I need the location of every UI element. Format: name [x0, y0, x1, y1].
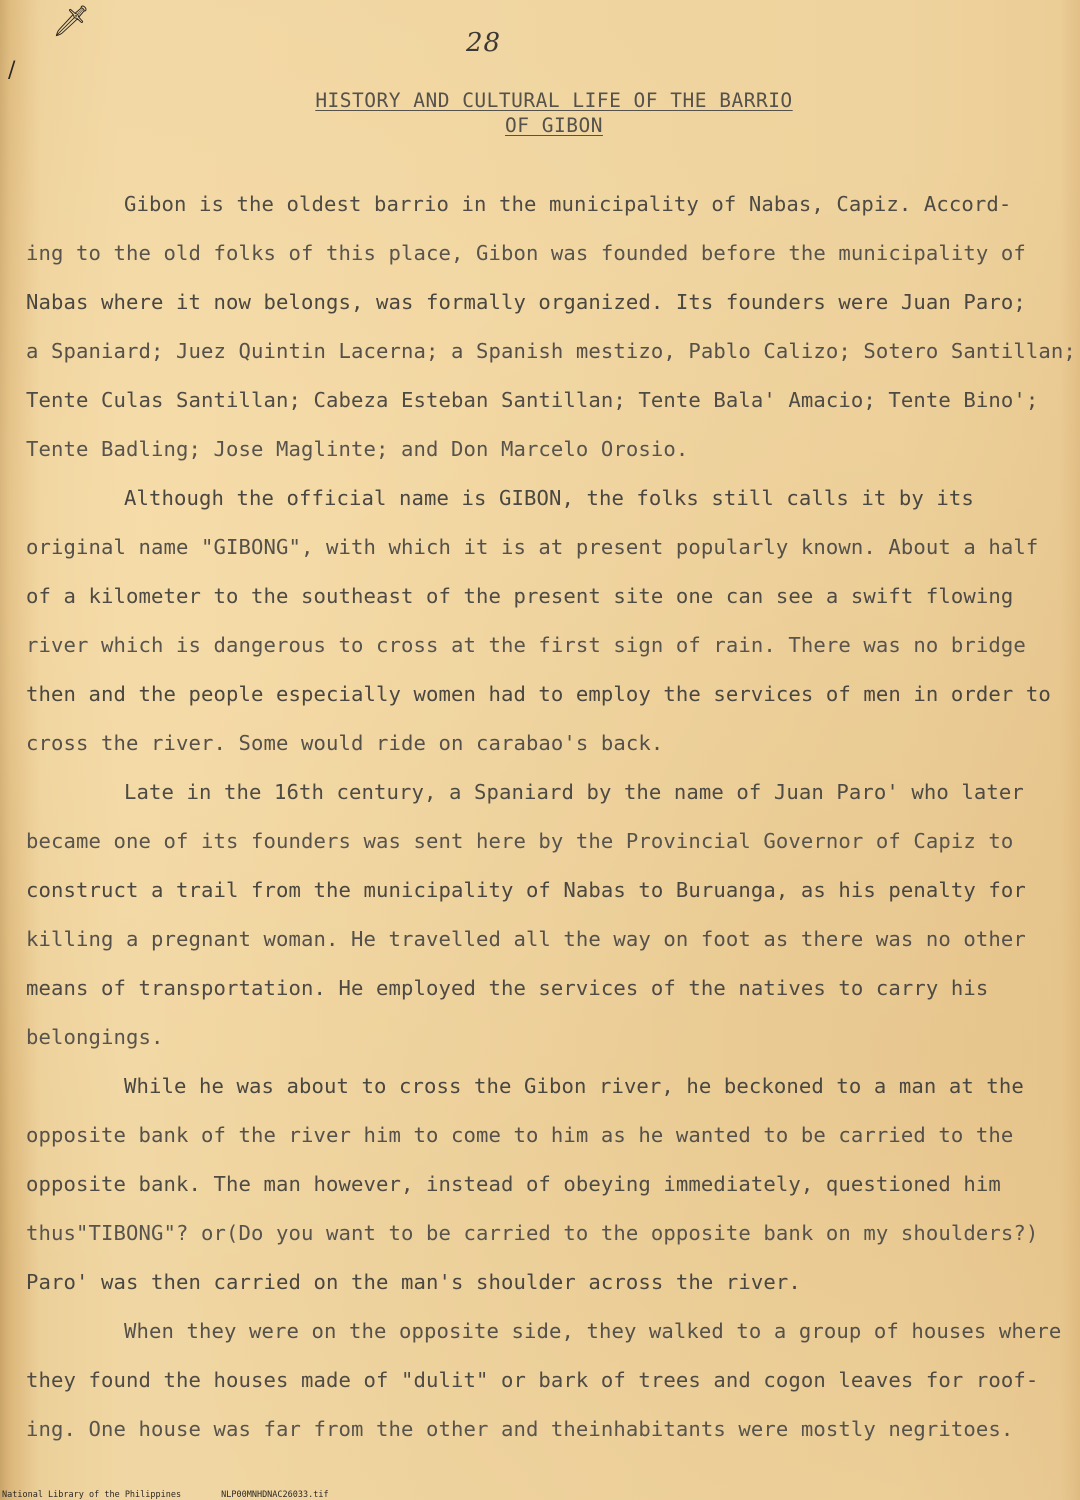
text-line: opposite bank. The man however, instead of obeying immediately, questioned him: [26, 1172, 1001, 1196]
text-line: construct a trail from the municipality of Nabas to Buruanga, as his penalty for: [26, 878, 1026, 902]
text-line: Tente Badling; Jose Maglinte; and Don Marcelo Orosio.: [26, 437, 689, 461]
text-line: Nabas where it now belongs, was formally organized. Its founders were Juan Paro;: [26, 290, 1026, 314]
punch-mark: 🗡: [52, 4, 91, 39]
text-line: original name "GIBONG", with which it is at present popularly known. About a half: [26, 535, 1039, 559]
text-line: thus"TIBONG"? or(Do you want to be carried to the opposite bank on my shoulders?): [26, 1221, 1039, 1245]
text-line: then and the people especially women had to employ the services of men in order to: [26, 682, 1051, 706]
margin-mark: /: [8, 58, 16, 83]
text-line: killing a pregnant woman. He travelled all the way on foot as there was no other: [26, 927, 1026, 951]
text-line: When they were on the opposite side, they walked to a group of houses where: [124, 1319, 1062, 1343]
text-line: Late in the 16th century, a Spaniard by the name of Juan Paro' who later: [124, 780, 1024, 804]
title-line-1: HISTORY AND CULTURAL LIFE OF THE BARRIO: [315, 89, 793, 112]
text-line: cross the river. Some would ride on carabao's back.: [26, 731, 664, 755]
title-line-2: OF GIBON: [505, 114, 603, 137]
text-line: While he was about to cross the Gibon river, he beckoned to a man at the: [124, 1074, 1024, 1098]
footer-file-id: NLP00MNHDNAC26033.tif: [221, 1490, 329, 1500]
text-line: opposite bank of the river him to come to him as he wanted to be carried to the: [26, 1123, 1014, 1147]
text-line: a Spaniard; Juez Quintin Lacerna; a Spanish mestizo, Pablo Calizo; Sotero Santillan;: [26, 339, 1076, 363]
document-title: [0, 88, 1080, 138]
text-line: ing. One house was far from the other and theinhabitants were mostly negritoes.: [26, 1417, 1014, 1441]
text-line: means of transportation. He employed the services of the natives to carry his: [26, 976, 989, 1000]
text-line: became one of its founders was sent here by the Provincial Governor of Capiz to: [26, 829, 1014, 853]
text-line: Paro' was then carried on the man's shoulder across the river.: [26, 1270, 801, 1294]
text-line: river which is dangerous to cross at the first sign of rain. There was no bridge: [26, 633, 1026, 657]
footer-source: National Library of the Philippines: [2, 1490, 182, 1500]
page-number: 28: [466, 28, 502, 58]
text-line: they found the houses made of "dulit" or bark of trees and cogon leaves for roof-: [26, 1368, 1039, 1392]
text-line: Tente Culas Santillan; Cabeza Esteban Santillan; Tente Bala' Amacio; Tente Bino';: [26, 388, 1039, 412]
text-line: belongings.: [26, 1025, 164, 1049]
body-text: [26, 180, 1076, 1454]
text-line: of a kilometer to the southeast of the present site one can see a swift flowing: [26, 584, 1014, 608]
scan-footer: [2, 1490, 329, 1500]
text-line: Although the official name is GIBON, the folks still calls it by its: [124, 486, 974, 510]
text-line: Gibon is the oldest barrio in the municipality of Nabas, Capiz. Accord-: [124, 192, 1012, 216]
text-line: ing to the old folks of this place, Gibon was founded before the municipality of: [26, 241, 1026, 265]
